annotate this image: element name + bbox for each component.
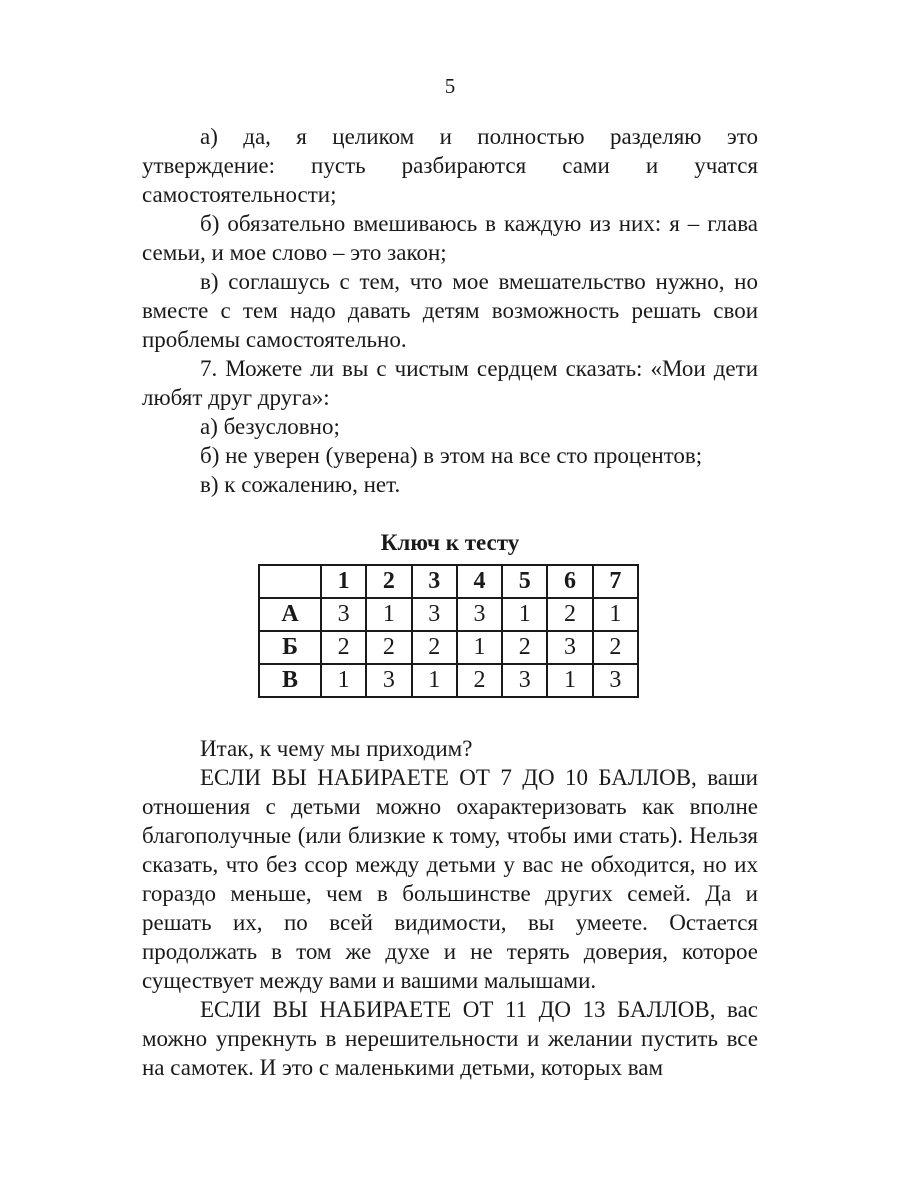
column-header: 1 [321, 565, 366, 598]
table-cell: 3 [547, 631, 592, 664]
column-header: 7 [593, 565, 638, 598]
column-header: 4 [457, 565, 502, 598]
table-cell: 3 [502, 664, 547, 697]
table-cell: 2 [593, 631, 638, 664]
table-cell: 1 [502, 598, 547, 631]
table-cell: 1 [321, 664, 366, 697]
table-cell: 1 [366, 598, 411, 631]
table-cell: 2 [321, 631, 366, 664]
paragraph: а) да, я целиком и полностью разделяю это утверждение: пусть разбираются сами и учатся самостоятельности; [142, 124, 758, 207]
table-cell: 3 [593, 664, 638, 697]
column-header: 3 [412, 565, 457, 598]
row-header: Б [259, 631, 321, 664]
table-cell: 1 [412, 664, 457, 697]
column-header: 2 [366, 565, 411, 598]
table-cell: 2 [547, 598, 592, 631]
table-cell: 3 [366, 664, 411, 697]
paragraph: Итак, к чему мы приходим? [200, 736, 473, 761]
table-cell: 2 [366, 631, 411, 664]
table-cell: 1 [547, 664, 592, 697]
paragraph: ЕСЛИ ВЫ НАБИРАЕТЕ ОТ 11 ДО 13 БАЛЛОВ, вас можно упрекнуть в нерешительности и желании пустить все на самотек. И это с маленькими детьми, которых вам [142, 997, 758, 1080]
table-corner-cell [259, 565, 321, 598]
table-cell: 2 [457, 664, 502, 697]
table-cell: 1 [457, 631, 502, 664]
table-cell: 3 [321, 598, 366, 631]
paragraph: б) не уверен (уверена) в этом на все сто процентов; [200, 443, 703, 468]
table-cell: 2 [502, 631, 547, 664]
text-block-top [142, 122, 758, 499]
paragraph: а) безусловно; [200, 414, 340, 439]
paragraph: в) соглашусь с тем, что мое вмешательство нужно, но вместе с тем надо давать детям возможность решать свои проблемы самостоятельно. [142, 269, 758, 352]
column-header: 6 [547, 565, 592, 598]
text-block-bottom [142, 734, 758, 1082]
table-row [259, 598, 638, 631]
table-header-row [259, 565, 638, 598]
table-cell: 3 [457, 598, 502, 631]
table-title: Ключ к тесту [380, 530, 520, 555]
table-cell: 1 [593, 598, 638, 631]
paragraph: б) обязательно вмешиваюсь в каждую из них: я – глава семьи, и мое слово – это закон; [142, 211, 758, 265]
paragraph: ЕСЛИ ВЫ НАБИРАЕТЕ ОТ 7 ДО 10 БАЛЛОВ, ваши отношения с детьми можно охарактеризовать как вполне благополучные (или близкие к тому, чтобы ими стать). Нельзя сказать, что без ссор между детьми у вас не обходится, но их гораздо меньше, чем в большинстве других семей. Да и решать их, по всей видимости, вы умеете. Остается продолжать в том же духе и не терять доверия, которое существует между вами и вашими малышами. [142, 765, 758, 993]
paragraph: 7. Можете ли вы с чистым сердцем сказать: «Мои дети любят друг друга»: [142, 356, 758, 410]
row-header: В [259, 664, 321, 697]
table-row [259, 664, 638, 697]
table-row [259, 631, 638, 664]
paragraph: в) к сожалению, нет. [200, 472, 401, 497]
page-number: 5 [444, 74, 456, 98]
key-table [258, 564, 639, 698]
row-header: А [259, 598, 321, 631]
table-cell: 3 [412, 598, 457, 631]
column-header: 5 [502, 565, 547, 598]
table-cell: 2 [412, 631, 457, 664]
